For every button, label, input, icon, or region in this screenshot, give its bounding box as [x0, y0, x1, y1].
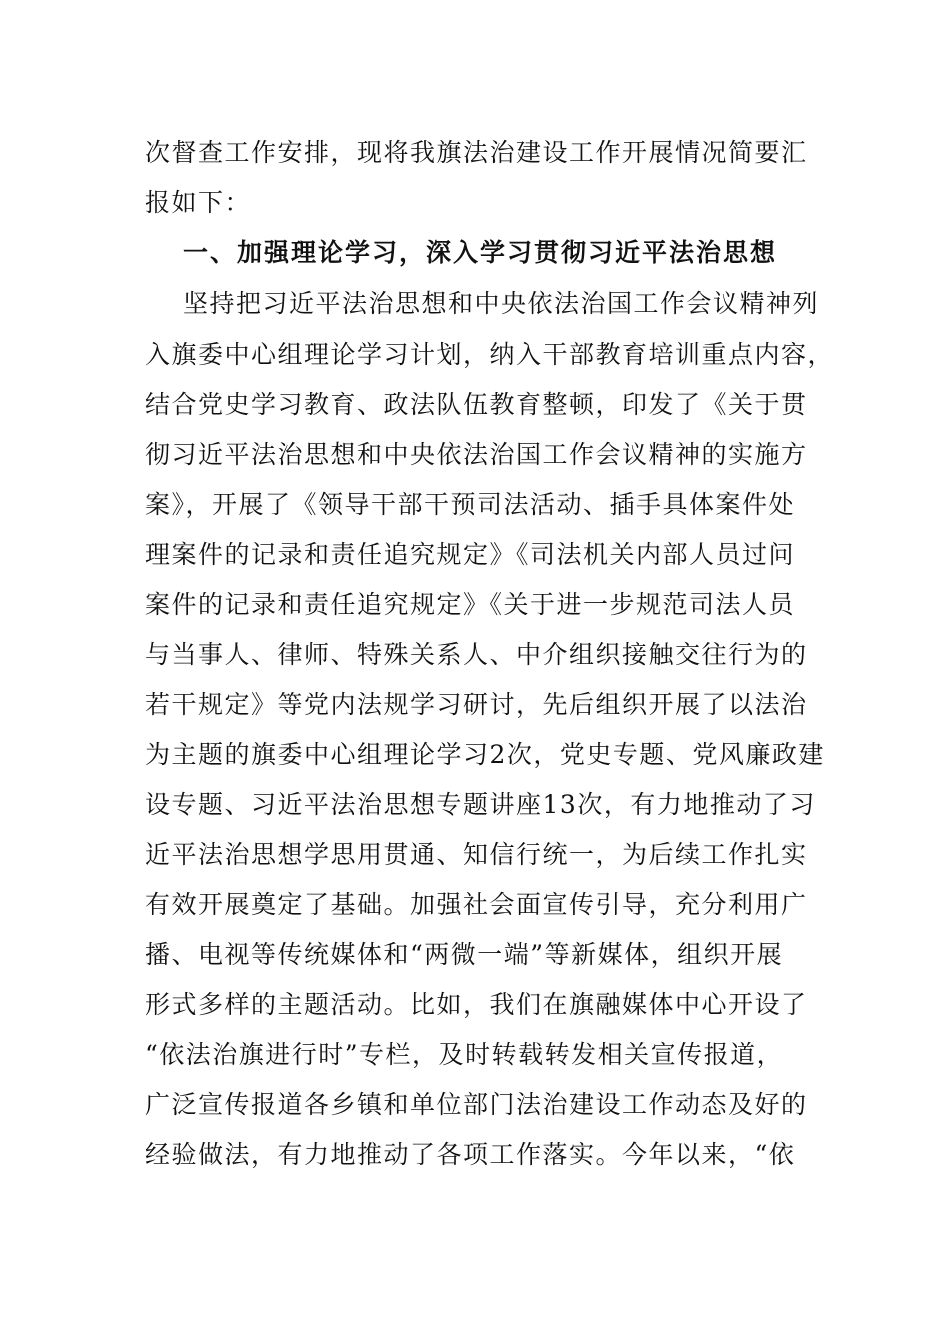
text-line: 广泛宣传报道各乡镇和单位部门法治建设工作动态及好的 [145, 1090, 808, 1119]
text-line: 与当事人、律师、特殊关系人、中介组织接触交往行为的 [145, 640, 808, 669]
text-line: 案件的记录和责任追究规定》《关于进一步规范司法人员 [145, 590, 796, 619]
text-line: 经验做法，有力地推动了各项工作落实。今年以来，“依 [145, 1140, 796, 1169]
text-line: 为主题的旗委中心组理论学习2次，党史专题、党风廉政建 [145, 740, 825, 769]
text-line: 坚持把习近平法治思想和中央依法治国工作会议精神列 [183, 289, 820, 318]
text-line: 若干规定》等党内法规学习研讨，先后组织开展了以法治 [145, 690, 808, 719]
text-line: 形式多样的主题活动。比如，我们在旗融媒体中心开设了 [145, 990, 808, 1019]
text-line: 理案件的记录和责任追究规定》《司法机关内部人员过问 [145, 540, 796, 569]
text-line: “依法治旗进行时”专栏，及时转载转发相关宣传报道， [145, 1040, 784, 1069]
text-line: 设专题、习近平法治思想专题讲座13次，有力地推动了习 [145, 790, 816, 819]
text-line: 入旗委中心组理论学习计划，纳入干部教育培训重点内容， [145, 340, 835, 369]
text-line: 次督查工作安排，现将我旗法治建设工作开展情况简要汇 [145, 138, 808, 167]
text-line: 播、电视等传统媒体和“两微一端”等新媒体，组织开展 [145, 940, 784, 969]
text-line: 有效开展奠定了基础。加强社会面宣传引导，充分利用广 [145, 890, 808, 919]
text-line: 结合党史学习教育、政法队伍教育整顿，印发了《关于贯 [145, 390, 808, 419]
text-line: 案》，开展了《领导干部干预司法活动、插手具体案件处 [145, 490, 796, 519]
text-line: 彻习近平法治思想和中央依法治国工作会议精神的实施方 [145, 440, 808, 469]
text-line: 报如下： [145, 188, 252, 217]
text-line: 近平法治思想学思用贯通、知信行统一，为后续工作扎实 [145, 840, 808, 869]
section-heading: 一、加强理论学习，深入学习贯彻习近平法治思想 [183, 238, 778, 267]
